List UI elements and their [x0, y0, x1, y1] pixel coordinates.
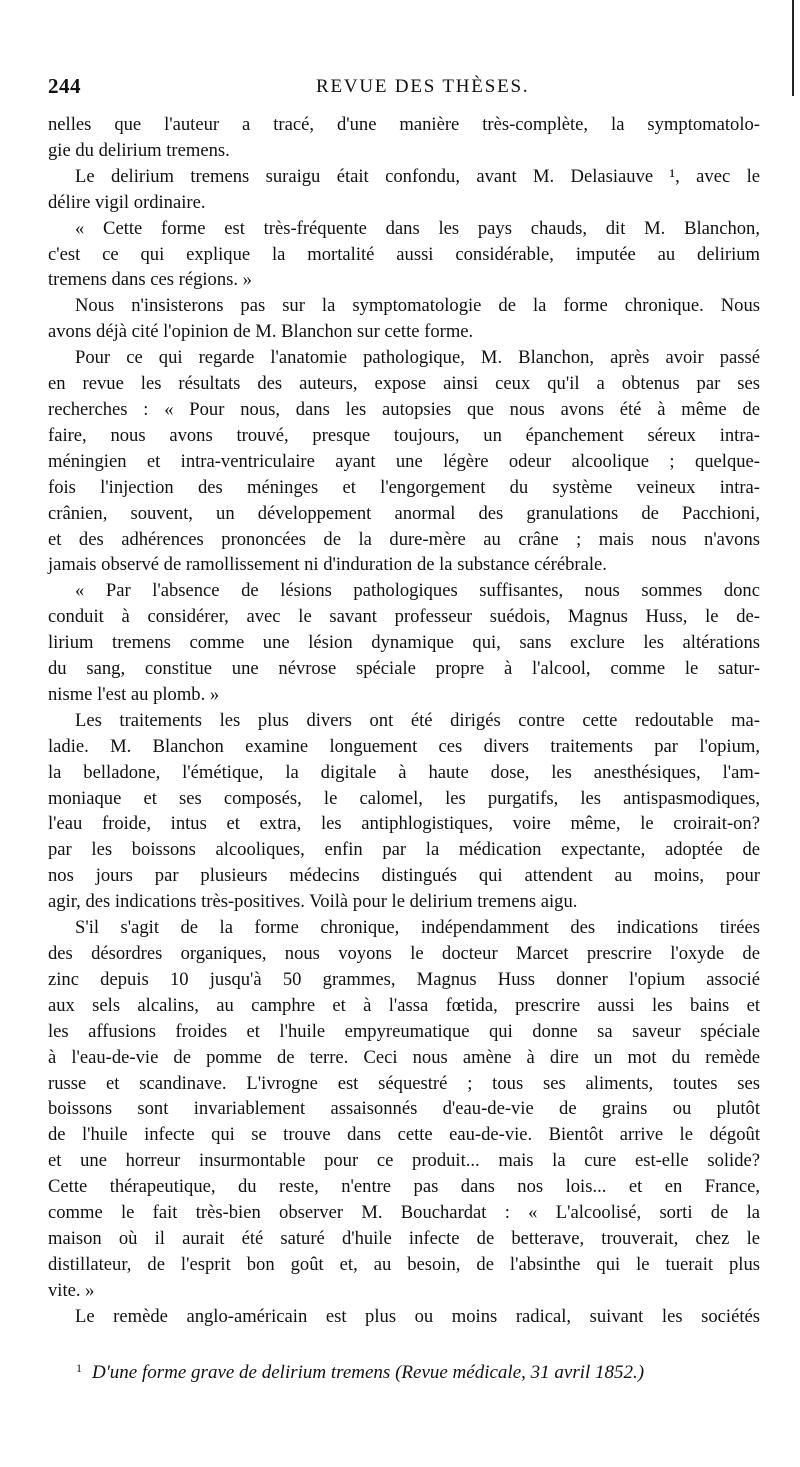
- text-line: l'eau froide, intus et extra, les antiphlogistiques, voire même, le croirait-on?: [48, 813, 760, 835]
- text-line: jamais observé de ramollissement ni d'induration de la substance cérébrale.: [48, 554, 607, 576]
- text-line: c'est ce qui explique la mortalité aussi considérable, imputée au delirium: [48, 243, 760, 265]
- text-line: à l'eau-de-vie de pomme de terre. Ceci nous amène à dire un mot du remède: [48, 1046, 760, 1068]
- text-line: comme le fait très-bien observer M. Bouchardat : « L'alcoolisé, sorti de la: [48, 1202, 760, 1224]
- text-line: « Par l'absence de lésions pathologiques suffisantes, nous sommes donc: [75, 580, 760, 602]
- text-line: Le remède anglo-américain est plus ou moins radical, suivant les sociétés: [75, 1305, 760, 1327]
- text-line: Les traitements les plus divers ont été dirigés contre cette redoutable ma-: [75, 709, 760, 731]
- footnote-text: D'une forme grave de delirium tremens (Revue médicale, 31 avril 1852.): [92, 1362, 645, 1383]
- text-line: russe et scandinave. L'ivrogne est séquestré ; tous ses aliments, toutes ses: [48, 1072, 760, 1094]
- text-line: délire vigil ordinaire.: [48, 191, 206, 213]
- text-line: et des adhérences prononcées de la dure-mère au crâne ; mais nous n'avons: [48, 528, 760, 550]
- text-line: Pour ce qui regarde l'anatomie pathologique, M. Blanchon, après avoir passé: [75, 347, 760, 369]
- text-line: nisme l'est au plomb. »: [48, 683, 220, 705]
- text-line: Le delirium tremens suraigu était confondu, avant M. Delasiauve ¹, avec le: [75, 165, 760, 187]
- text-line: nos jours par plusieurs médecins distingués qui attendent au moins, pour: [48, 865, 760, 887]
- text-line: gie du delirium tremens.: [48, 139, 230, 161]
- text-line: crânien, souvent, un développement anormal des granulations de Pacchioni,: [48, 502, 760, 524]
- body-text: [48, 112, 760, 1330]
- text-line: boissons sont invariablement assaisonnés d'eau-de-vie de grains ou plutôt: [48, 1098, 760, 1120]
- page-header: [48, 74, 760, 106]
- text-line: maison où il aurait été saturé d'huile infecte de betterave, trouverait, chez le: [48, 1227, 760, 1249]
- page-edge-line: [792, 0, 794, 96]
- text-line: zinc depuis 10 jusqu'à 50 grammes, Magnus Huss donner l'opium associé: [48, 968, 760, 990]
- footnote: [76, 1361, 766, 1384]
- text-line: ladie. M. Blanchon examine longuement ces divers traitements par l'opium,: [48, 735, 760, 757]
- text-line: des désordres organiques, nous voyons le docteur Marcet prescrire l'oxyde de: [48, 943, 760, 964]
- running-title: REVUE DES THÈSES.: [316, 76, 530, 97]
- text-line: distillateur, de l'esprit bon goût et, au besoin, de l'absinthe qui le tuerait plus: [48, 1253, 760, 1275]
- text-line: agir, des indications très-positives. Voilà pour le delirium tremens aigu.: [48, 891, 578, 913]
- text-line: moniaque et ses composés, le calomel, les purgatifs, les antispasmodiques,: [48, 787, 760, 809]
- text-line: tremens dans ces régions. »: [48, 269, 252, 291]
- footnote-mark: 1: [76, 1361, 82, 1375]
- text-line: vite. »: [48, 1279, 95, 1301]
- text-line: avons déjà cité l'opinion de M. Blanchon sur cette forme.: [48, 321, 474, 343]
- text-line: recherches : « Pour nous, dans les autopsies que nous avons été à même de: [48, 398, 760, 420]
- text-line: et une horreur insurmontable pour ce produit... mais la cure est-elle solide?: [48, 1150, 760, 1172]
- text-line: méningien et intra-ventriculaire ayant une légère odeur alcoolique ; quelque-: [48, 450, 760, 472]
- text-line: conduit à considérer, avec le savant professeur suédois, Magnus Huss, le de-: [48, 606, 760, 628]
- text-line: les affusions froides et l'huile empyreumatique qui donne sa saveur spéciale: [48, 1020, 760, 1042]
- text-line: en revue les résultats des auteurs, expose ainsi ceux qu'il a obtenus par ses: [48, 373, 760, 395]
- text-line: lirium tremens comme une lésion dynamique qui, sans exclure les altérations: [48, 632, 760, 654]
- text-line: la belladone, l'émétique, la digitale à haute dose, les anesthésiques, l'am-: [48, 761, 760, 783]
- text-line: fois l'injection des méninges et l'engorgement du système veineux intra-: [48, 476, 760, 498]
- text-line: du sang, constitue une névrose spéciale propre à l'alcool, comme le satur-: [48, 658, 760, 680]
- text-line: par les boissons alcooliques, enfin par la médication expectante, adoptée de: [48, 839, 760, 861]
- page-number: 244: [48, 74, 81, 98]
- text-line: de l'huile infecte qui se trouve dans cette eau-de-vie. Bientôt arrive le dégoût: [48, 1124, 760, 1146]
- text-line: nelles que l'auteur a tracé, d'une manière très-complète, la symptomatolo-: [48, 114, 760, 135]
- text-line: faire, nous avons trouvé, presque toujours, un épanchement séreux intra-: [48, 424, 760, 446]
- text-line: « Cette forme est très-fréquente dans les pays chauds, dit M. Blanchon,: [75, 217, 760, 239]
- text-line: Nous n'insisterons pas sur la symptomatologie de la forme chronique. Nous: [75, 295, 760, 317]
- text-line: aux sels alcalins, au camphre et à l'assa fœtida, prescrire aussi les bains et: [48, 994, 760, 1016]
- text-line: Cette thérapeutique, du reste, n'entre pas dans nos lois... et en France,: [48, 1176, 760, 1198]
- text-line: S'il s'agit de la forme chronique, indépendamment des indications tirées: [75, 917, 760, 939]
